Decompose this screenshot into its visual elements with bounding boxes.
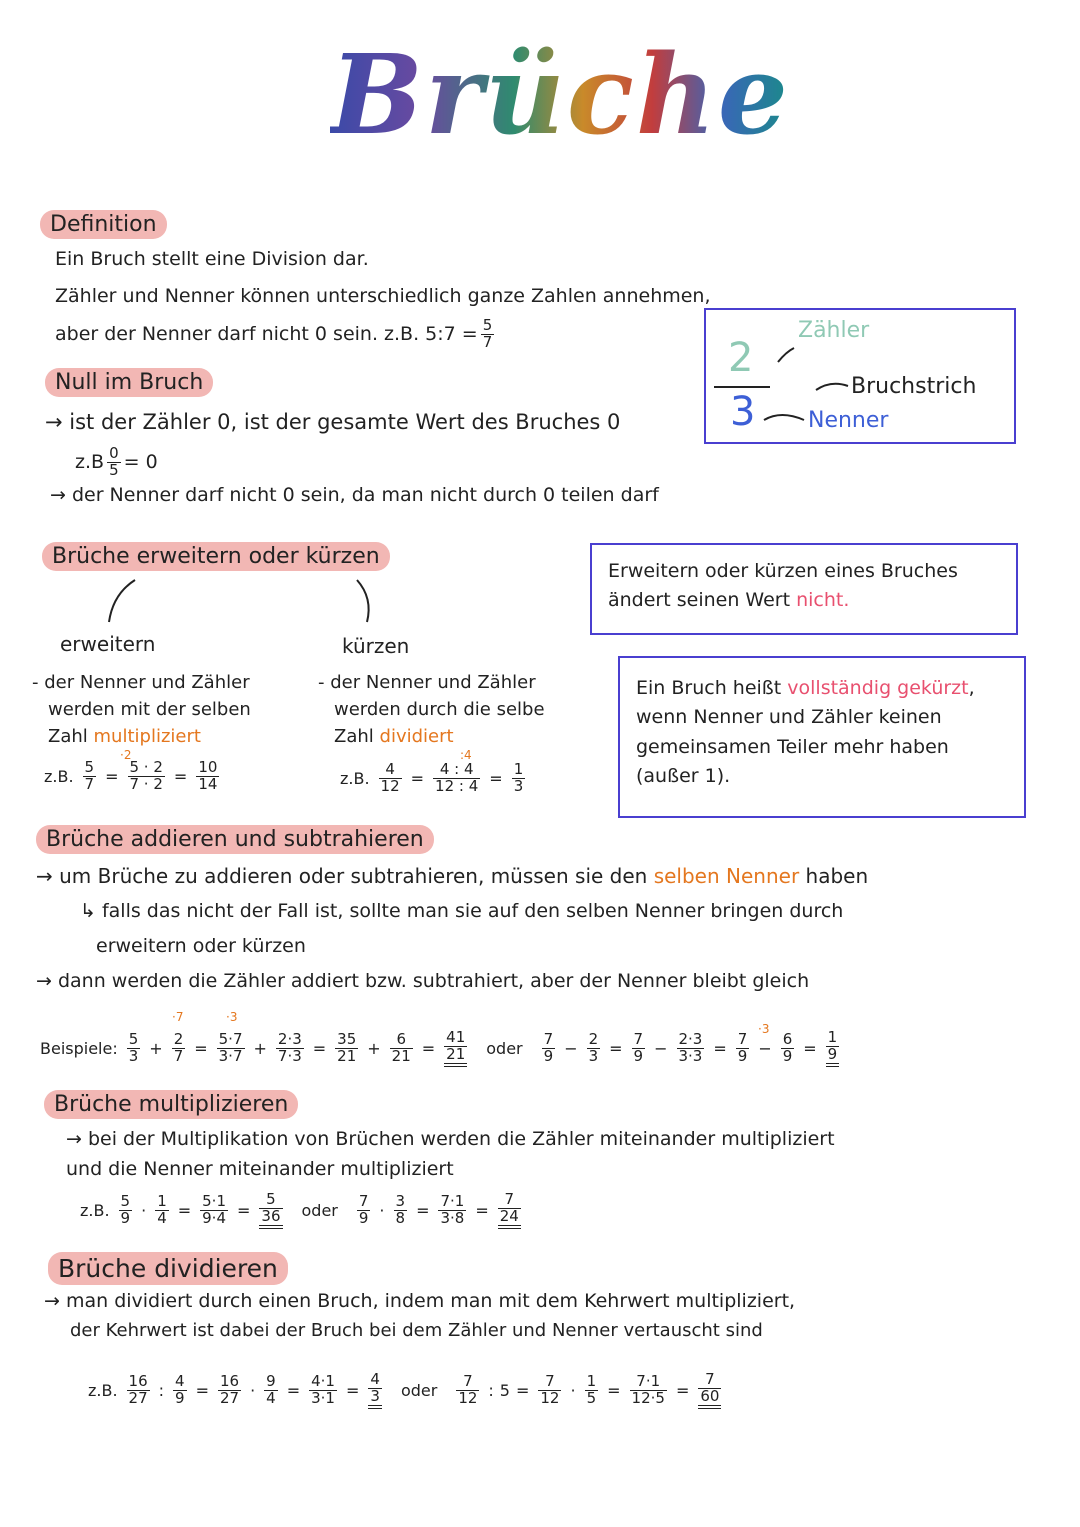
fraction: $\frac{4}{12}$ bbox=[380, 760, 400, 795]
addieren-example-prefix: Beispiele: bbox=[40, 1038, 118, 1058]
null-line-1: → ist der Zähler 0, ist der gesamte Wert des Bruches 0 bbox=[45, 410, 621, 434]
fraction: $\frac{7}{9}$ bbox=[358, 1192, 369, 1227]
multiplizieren-example: z.B. $\frac{5}{9}$ · $\frac{1}{4}$ = $\frac{5\cdot 1}{9\cdot 4}$ = $\frac{5}{36}$ oder $\frac{7}{9}$ · $\frac{3}{8}$ = $\frac{7\cdot 1}{3\cdot 8}$ = $\frac{7}{24}$ bbox=[80, 1190, 519, 1227]
kuerzen-line-2: werden durch die selbe bbox=[334, 699, 545, 720]
fraction: $\frac{7\cdot 1}{3\cdot 8}$ bbox=[440, 1192, 465, 1227]
diagram-numerator: 2 bbox=[728, 335, 754, 381]
addieren-mark-3: ·3 bbox=[758, 1022, 770, 1036]
multiplizieren-example-prefix: z.B. bbox=[80, 1200, 110, 1220]
fraction: $\frac{2}{3}$ bbox=[588, 1030, 599, 1065]
kuerzen-line-1: - der Nenner und Zähler bbox=[318, 672, 536, 693]
fraction: $\frac{5}{9}$ bbox=[120, 1192, 131, 1227]
fraction: $\frac{7}{9}$ bbox=[543, 1030, 554, 1065]
fraction: $\frac{6}{9}$ bbox=[782, 1030, 793, 1065]
heading-dividieren: Brüche dividieren bbox=[48, 1252, 288, 1285]
addieren-mark-1: ·7 bbox=[172, 1010, 184, 1024]
fraction: $\frac{4}{9}$ bbox=[175, 1372, 185, 1407]
fraction: $\frac{1}{4}$ bbox=[157, 1192, 167, 1227]
kuerzen-example-prefix: z.B. bbox=[340, 768, 370, 788]
erweitern-line-3: Zahl multipliziert bbox=[48, 726, 201, 747]
fraction: $\frac{2\cdot 3}{3\cdot 3}$ bbox=[678, 1030, 703, 1065]
info-box-gekuerzt bbox=[618, 656, 1026, 818]
dividieren-example-prefix: z.B. bbox=[88, 1380, 118, 1400]
diagram-label-zaehler: Zähler bbox=[798, 318, 870, 343]
fraction: $\frac{7}{12}$ bbox=[458, 1372, 478, 1407]
addieren-example: Beispiele: $\frac{5}{3}$ + $\frac{2}{7}$ = $\frac{5\cdot 7}{3\cdot 7}$ + $\frac{2\cdot 3}{7\cdot 3}$ = $\frac{35}{21}$ + $\frac{6}{21}$ = $\frac{41}{21}$ oder $\frac{7}{9}$ − $\frac{2}{3}$ = $\frac{7}{9}$ − $\frac{2\cdot 3}{3\cdot 3}$ = $\frac{7}{9}$ − $\frac{6}{9}$ = $\frac{1}{9}$ bbox=[40, 1028, 838, 1065]
fraction: $\frac{16}{27}$ bbox=[219, 1372, 240, 1407]
fraction: $\frac{5 \cdot 2}{7 \cdot 2}$ bbox=[129, 758, 163, 793]
fraction: $\frac{7}{9}$ bbox=[737, 1030, 748, 1065]
kuerzen-example: z.B. $\frac{4}{12}$ = $\frac{4 : 4}{12 : 4}$ = $\frac{1}{3}$ bbox=[340, 760, 524, 795]
info-box-highlight: nicht. bbox=[796, 588, 850, 611]
fraction: $\frac{7\cdot 1}{12\cdot 5}$ bbox=[631, 1372, 665, 1407]
erweitern-title: erweitern bbox=[60, 632, 156, 656]
fraction-result: $\frac{41}{21}$ bbox=[444, 1030, 467, 1067]
dividieren-line-1: → man dividiert durch einen Bruch, indem man mit dem Kehrwert multipliziert, bbox=[44, 1290, 796, 1312]
addieren-line-1: → um Brüche zu addieren oder subtrahieren, müssen sie den selben Nenner haben bbox=[36, 864, 869, 888]
fraction: $\frac{4\cdot 1}{3\cdot 1}$ bbox=[311, 1372, 335, 1407]
addieren-line-2: ↳ falls das nicht der Fall ist, sollte man sie auf den selben Nenner bringen durch bbox=[80, 900, 844, 922]
dividieren-example: z.B. $\frac{16}{27}$ : $\frac{4}{9}$ = $\frac{16}{27}$ · $\frac{9}{4}$ = $\frac{4\cdot 1}{3\cdot 1}$ = $\frac{4}{3}$ oder $\frac{7}{12}$ : 5 = $\frac{7}{12}$ · $\frac{1}{5}$ = $\frac{7\cdot 1}{12\cdot 5}$ = $\frac{7}{60}$ bbox=[88, 1370, 720, 1407]
fraction: $\frac{9}{4}$ bbox=[266, 1372, 276, 1407]
dividieren-line-2: der Kehrwert ist dabei der Bruch bei dem Zähler und Nenner vertauscht sind bbox=[70, 1320, 763, 1341]
multiplizieren-line-2: und die Nenner miteinander multipliziert bbox=[66, 1158, 454, 1180]
heading-null-im-bruch: Null im Bruch bbox=[45, 368, 213, 397]
gekuerzt-text-1: Ein Bruch heißt bbox=[636, 677, 782, 699]
fraction: $\frac{5}{3}$ bbox=[128, 1030, 139, 1065]
fraction: $\frac{3}{8}$ bbox=[395, 1192, 406, 1227]
erweitern-example: z.B. $\frac{5}{7}$ = $\frac{5 \cdot 2}{7 \cdot 2}$ = $\frac{10}{14}$ bbox=[44, 758, 218, 793]
dividieren-oder: oder bbox=[400, 1380, 438, 1400]
null-example bbox=[75, 446, 158, 479]
fraction: $\frac{35}{21}$ bbox=[337, 1030, 357, 1065]
fraction-result: $\frac{7}{24}$ bbox=[498, 1192, 521, 1229]
definition-fraction: $\frac{5}{7}$ bbox=[482, 316, 493, 351]
info-box-text: Erweitern oder kürzen eines Bruches ändert seinen Wert bbox=[608, 560, 958, 611]
diagram-connector-lines bbox=[706, 310, 1010, 438]
heading-erweitern-kuerzen: Brüche erweitern oder kürzen bbox=[42, 542, 390, 571]
null-fraction: $\frac{0}{5}$ bbox=[109, 444, 119, 479]
erweitern-mark: ·2 bbox=[120, 748, 132, 762]
fraction: $\frac{2\cdot 3}{7\cdot 3}$ bbox=[277, 1030, 302, 1065]
fraction: $\frac{5\cdot 7}{3\cdot 7}$ bbox=[218, 1030, 243, 1065]
fraction: $\frac{1}{5}$ bbox=[586, 1372, 597, 1407]
fraction: $\frac{6}{21}$ bbox=[391, 1030, 411, 1065]
definition-line-3 bbox=[55, 318, 497, 351]
fraction-result: $\frac{4}{3}$ bbox=[368, 1372, 382, 1409]
heading-addieren: Brüche addieren und subtrahieren bbox=[36, 825, 434, 854]
kuerzen-mark: :4 bbox=[460, 748, 472, 762]
erweitern-highlight: multipliziert bbox=[93, 726, 201, 747]
fraction: $\frac{2}{7}$ bbox=[173, 1030, 184, 1065]
heading-definition: Definition bbox=[40, 210, 167, 239]
erweitern-line-2: werden mit der selben bbox=[48, 699, 251, 720]
fraction-result: $\frac{7}{60}$ bbox=[698, 1372, 721, 1409]
fraction: $\frac{4 : 4}{12 : 4}$ bbox=[435, 760, 479, 795]
diagram-denominator: 3 bbox=[730, 389, 756, 435]
definition-line-2: Zähler und Nenner können unterschiedlich ganze Zahlen annehmen, bbox=[55, 285, 711, 307]
page-title: Brüche bbox=[330, 30, 790, 159]
addieren-mark-2: ·3 bbox=[226, 1010, 238, 1024]
multiplizieren-oder: oder bbox=[301, 1200, 338, 1220]
fraction: $\frac{10}{14}$ bbox=[198, 758, 218, 793]
info-box-wert bbox=[590, 543, 1018, 635]
gekuerzt-highlight: vollständig gekürzt bbox=[787, 677, 969, 699]
addieren-highlight: selben Nenner bbox=[653, 864, 800, 888]
kuerzen-highlight: dividiert bbox=[379, 726, 454, 747]
null-line-2: → der Nenner darf nicht 0 sein, da man nicht durch 0 teilen darf bbox=[50, 484, 659, 506]
kuerzen-line-3: Zahl dividiert bbox=[334, 726, 454, 747]
fraction: $\frac{7}{12}$ bbox=[540, 1372, 560, 1407]
fraction: $\frac{1}{3}$ bbox=[513, 760, 524, 795]
heading-multiplizieren: Brüche multiplizieren bbox=[44, 1090, 298, 1119]
multiplizieren-line-1: → bei der Multiplikation von Brüchen werden die Zähler miteinander multipliziert bbox=[66, 1128, 835, 1150]
fraction-result: $\frac{5}{36}$ bbox=[259, 1192, 282, 1229]
fraction: $\frac{7}{9}$ bbox=[633, 1030, 644, 1065]
branch-arrows bbox=[95, 572, 395, 632]
addieren-line-4: → dann werden die Zähler addiert bzw. subtrahiert, aber der Nenner bleibt gleich bbox=[36, 970, 810, 992]
fraction: $\frac{5}{7}$ bbox=[84, 758, 95, 793]
dividieren-integer: 5 bbox=[499, 1380, 510, 1400]
fraction: $\frac{5\cdot 1}{9\cdot 4}$ bbox=[202, 1192, 226, 1227]
fraction-result: $\frac{1}{9}$ bbox=[826, 1030, 840, 1067]
addieren-line-3: erweitern oder kürzen bbox=[96, 935, 306, 957]
definition-line-1: Ein Bruch stellt eine Division dar. bbox=[55, 248, 369, 270]
kuerzen-title: kürzen bbox=[342, 634, 410, 658]
diagram-label-nenner: Nenner bbox=[808, 408, 889, 433]
addieren-oder: oder bbox=[486, 1038, 523, 1058]
diagram-label-bruchstrich: Bruchstrich bbox=[851, 374, 977, 399]
fraction-parts-diagram bbox=[704, 308, 1016, 444]
null-example-prefix: z.B bbox=[75, 451, 105, 474]
null-example-result: = 0 bbox=[123, 451, 158, 474]
erweitern-line-1: - der Nenner und Zähler bbox=[32, 672, 250, 693]
erweitern-example-prefix: z.B. bbox=[44, 766, 74, 786]
fraction: $\frac{16}{27}$ bbox=[128, 1372, 148, 1407]
definition-line-3-text: aber der Nenner darf nicht 0 sein. z.B. 5:7 = bbox=[55, 323, 478, 346]
gekuerzt-text-2: , wenn Nenner und Zähler keinen gemeinsamen Teiler mehr haben (außer 1). bbox=[636, 677, 975, 788]
